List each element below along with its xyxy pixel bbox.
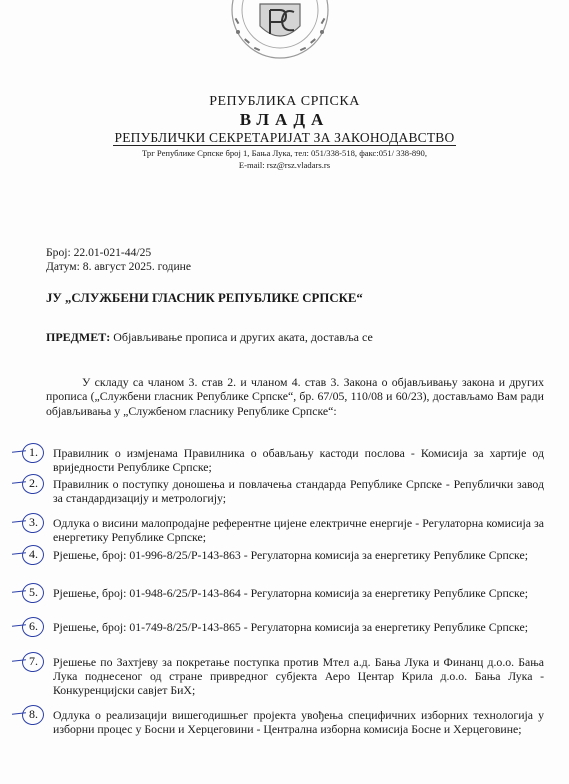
header-secretariat-text: РЕПУБЛИЧКИ СЕКРЕТАРИЈАТ ЗА ЗАКОНОДАВСТВО [114, 130, 455, 145]
header-republic: РЕПУБЛИКА СРПСКА [209, 94, 360, 109]
header-secretariat [0, 130, 569, 146]
intro-paragraph [46, 375, 544, 418]
header-email: E-mail: rsz@rsz.vladars.rs [238, 160, 331, 170]
list-item-text: Рјешење, број: 01-948-6/25/Р-143-864 - Регулаторна комисија за енергетику Републике Српске; [53, 586, 528, 600]
subject-text: Објављивање прописа и других аката, доставља се [110, 330, 373, 344]
document-date: Датум: 8. август 2025. године [46, 260, 192, 273]
header-government: ВЛАДА [239, 110, 330, 129]
header-address: Трг Републике Српске број 1, Бања Лука, тел: 051/338-518, факс:051/ 338-890, [142, 148, 427, 158]
coat-of-arms-seal [224, 0, 336, 62]
subject-label: ПРЕДМЕТ: [46, 330, 111, 344]
list-item-text: Рјешење по Захтјеву за покретање поступка против Мтел а.д. Бања Лука и Финанц д.о.о. Бања Лука поднесеног од стране привредног субјекта Аеро Центар Крила д.о.о. Бања Лука - Конкуренцијски савјет БиХ; [53, 655, 544, 697]
intro-text: У складу са чланом 3. став 2. и чланом 4. став 3. Закона о објављивању закона и других прописа („Службени гласник Републике Српске“, бр. 67/05, 110/08 и 60/23), достављамо Вам ради објављивања у „Службеном гласнику Републике Српске“: [46, 375, 544, 418]
list-item-text: Рјешење, број: 01-996-8/25/Р-143-863 - Регулаторна комисија за енергетику Републике Српске; [53, 548, 528, 562]
list-item-text: Одлука о реализацији вишегодишњег пројекта увођења специфичних изборних технологија у изборни процес у Босни и Херцеговини - Централна изборна комисија Босне и Херцеговине; [53, 708, 544, 736]
list-item-text: Правилник о измјенама Правилника о обављању кастоди послова - Комисија за хартије од вриједности Републике Српске; [53, 446, 544, 474]
document-page: РЕПУБЛИКА СРПСКА ВЛАДА РЕПУБЛИЧКИ СЕКРЕТАРИЈАТ ЗА ЗАКОНОДАВСТВО Трг Републике Српске број 1, Бања Лука, тел: 051/338-518, факс:051/ 338-890, E-mail: rsz@rsz.vladars.rs Број: 22.01-021-44/25 Датум: 8. август 2025. године ЈУ „СЛУЖБЕНИ ГЛАСНИК РЕПУБЛИКЕ СРПСКЕ“ ПРЕДМЕТ: Објављивање прописа и других аката, доставља се У складу са чланом 3. став 2. и чланом 4. став 3. Закона о објављивању закона и других прописа („Службени гласник Републике Српске“, бр. 67/05, 110/08 и 60/23), достављамо Вам ради објављивања у „Службеном гласнику Републике Српске“: 1. Правилник о измјенама Правилника о обављању кастоди послова - Комисија за хартије од вриједности Републике Српске; 2. Правилник о поступку доношења и повлачења стандарда Републике Српске - Републички завод за стандардизацију и метрологију; 3. Одлука о висини малопродајне референтне цијене електричне енергије - Регулаторна комисија за енергетику Републике Српске; 4. Рјешење, број: 01-996-8/25/Р-143-863 - Регулаторна комисија за енергетику Републике Српске; 5. Рјешење, број: 01-948-6/25/Р-143-864 - Регулаторна комисија за енергетику Републике Српске; 6. Рјешење, број: 01-749-8/25/Р-143-865 - Регулаторна комисија за енергетику Републике Српске; 7. Рјешење по Захтјеву за покретање поступка против Мтел а.д. Бања Лука и Финанц д.о.о. Бања Лука поднесеног од стране привредног субјекта Аеро Центар Крила д.о.о. Бања Лука - Конкуренцијски савјет БиХ; 8. Одлука о реализацији вишегодишњег пројекта увођења специфичних изборних технологија у изборни процес у Босни и Херцеговини - Централна изборна комисија Босне и Херцеговине; [0, 0, 569, 784]
list-item-text: Одлука о висини малопродајне референтне цијене електричне енергије - Регулаторна комисија за енергетику Републике Српске; [53, 516, 544, 544]
document-number: Број: 22.01-021-44/25 [46, 246, 152, 259]
list-item-text: Правилник о поступку доношења и повлачења стандарда Републике Српске - Републички завод за стандардизацију и метрологију; [53, 477, 544, 505]
recipient: ЈУ „СЛУЖБЕНИ ГЛАСНИК РЕПУБЛИКЕ СРПСКЕ“ [46, 291, 363, 305]
list-item-text: Рјешење, број: 01-749-8/25/Р-143-865 - Регулаторна комисија за енергетику Републике Српске; [53, 620, 528, 634]
subject-line [46, 330, 373, 345]
